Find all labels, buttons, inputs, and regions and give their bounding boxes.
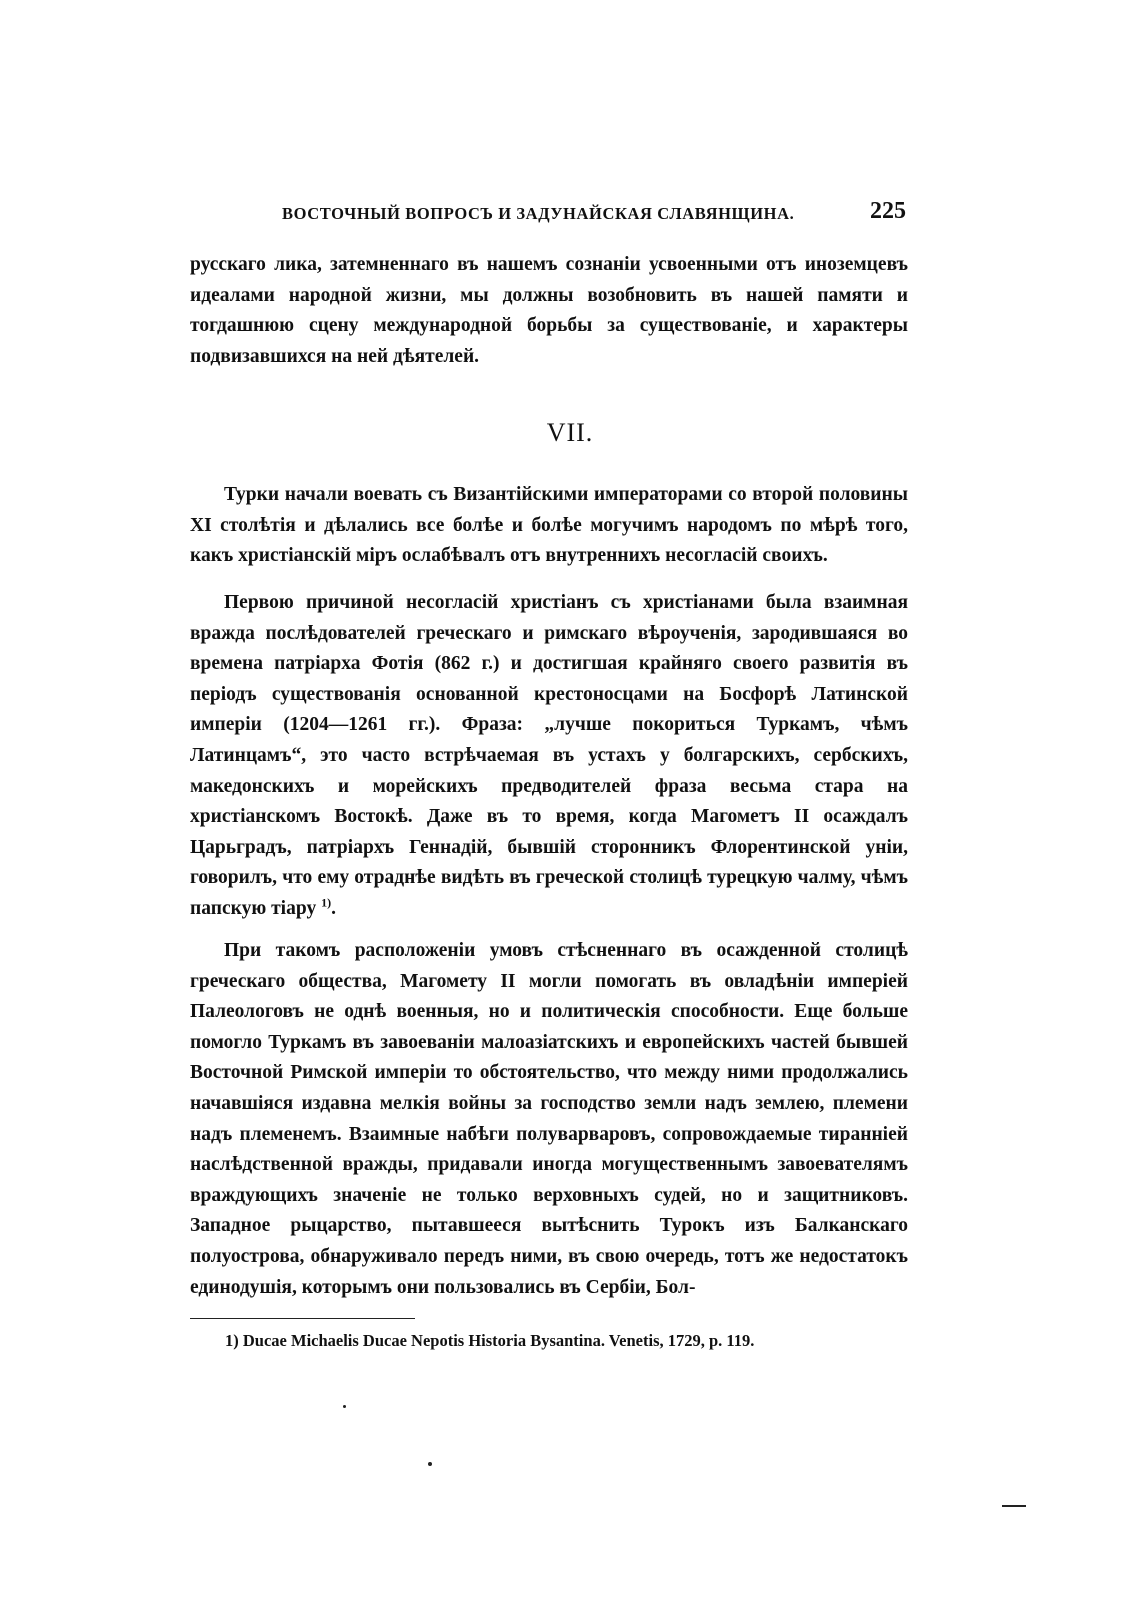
- scan-speck: [343, 1405, 346, 1408]
- running-head: ВОСТОЧНЫЙ ВОПРОСЪ И ЗАДУНАЙСКАЯ СЛАВЯНЩИНА.: [282, 204, 795, 223]
- scan-speck: [1002, 1505, 1026, 1507]
- intro-paragraph-block: [190, 250, 908, 372]
- footnote: [225, 1331, 915, 1351]
- section-heading: VII.: [546, 418, 594, 447]
- page-header: [190, 198, 908, 232]
- paragraph-2-text: Первою причиной несогласій христіанъ съ христіанами была взаимная вражда послѣдователей греческаго и римскаго вѣроученія, зародившаяся во времена патріарха Фотія (862 г.) и достигшая крайняго своего развитія въ періодъ существованія основанной крестоносцами на Босфорѣ Латинской имперіи (1204—1261 гг.). Фраза: „лучше покориться Туркамъ, чѣмъ Латинцамъ“, это часто встрѣчаемая въ устахъ у болгарскихъ, сербскихъ, македонскихъ и морейскихъ предводителей фраза весьма стара на христіанскомъ Востокѣ. Даже въ то время, когда Магометъ II осаждалъ Царьградъ, патріархъ Геннадій, бывшій сторонникъ Флорентинской уніи, говорилъ, что ему отраднѣе видѣть въ греческой столицѣ турецкую чалму, чѣмъ папскую тіару: [190, 592, 908, 919]
- page-number: 225: [870, 198, 906, 224]
- paragraph-1: Турки начали воевать съ Византійскими императорами со второй половины XI столѣтія и дѣлались все болѣе и болѣе могучимъ народомъ по мѣрѣ того, какъ христіанскій міръ ослабѣвалъ отъ внутреннихъ несогласій своихъ.: [190, 484, 908, 567]
- paragraph-3-block: [190, 936, 908, 1303]
- footnote-text: Ducae Michaelis Ducae Nepotis Historia Bysantina. Venetis, 1729, p. 119.: [242, 1331, 755, 1350]
- footnote-marker: 1): [225, 1331, 239, 1350]
- intro-paragraph: русскаго лика, затемненнаго въ нашемъ сознаніи усвоенными отъ иноземцевъ идеалами народной жизни, мы должны возобновить въ нашей памяти и тогдашнюю сцену международной борьбы за существованіе, и характеры подвизавшихся на ней дѣятелей.: [190, 254, 908, 367]
- paragraph-2-block: [190, 588, 908, 925]
- scan-speck: [428, 1462, 432, 1466]
- paragraph-1-block: [190, 480, 908, 572]
- paragraph-2: [190, 588, 908, 925]
- footnote-divider: [190, 1318, 415, 1319]
- paragraph-2-end: .: [331, 897, 336, 919]
- paragraph-3: При такомъ расположеніи умовъ стѣсненнаго въ осажденной столицѣ греческаго общества, Магомету II могли помогать въ овладѣніи имперіей Палеологовъ не однѣ военныя, но и политическія способности. Еще больше помогло Туркамъ въ завоеваніи малоазіатскихъ и европейскихъ частей бывшей Восточной Римской имперіи то обстоятельство, что между ними продолжались начавшіяся издавна мелкія войны за господство земли надъ землею, племени надъ племенемъ. Взаимные набѣги полуварваровъ, сопровождаемые тиранніей наслѣдственной вражды, придавали иногда могущественнымъ завоевателямъ враждующихъ значеніе не только верховныхъ судей, но и защитниковъ. Западное рыцарство, пытавшееся вытѣснить Турокъ изъ Балканскаго полуострова, обнаруживало передъ ними, въ свою очередь, тотъ же недостатокъ единодушія, которымъ они пользовались въ Сербіи, Бол-: [190, 940, 908, 1298]
- footnote-reference: 1): [321, 895, 332, 910]
